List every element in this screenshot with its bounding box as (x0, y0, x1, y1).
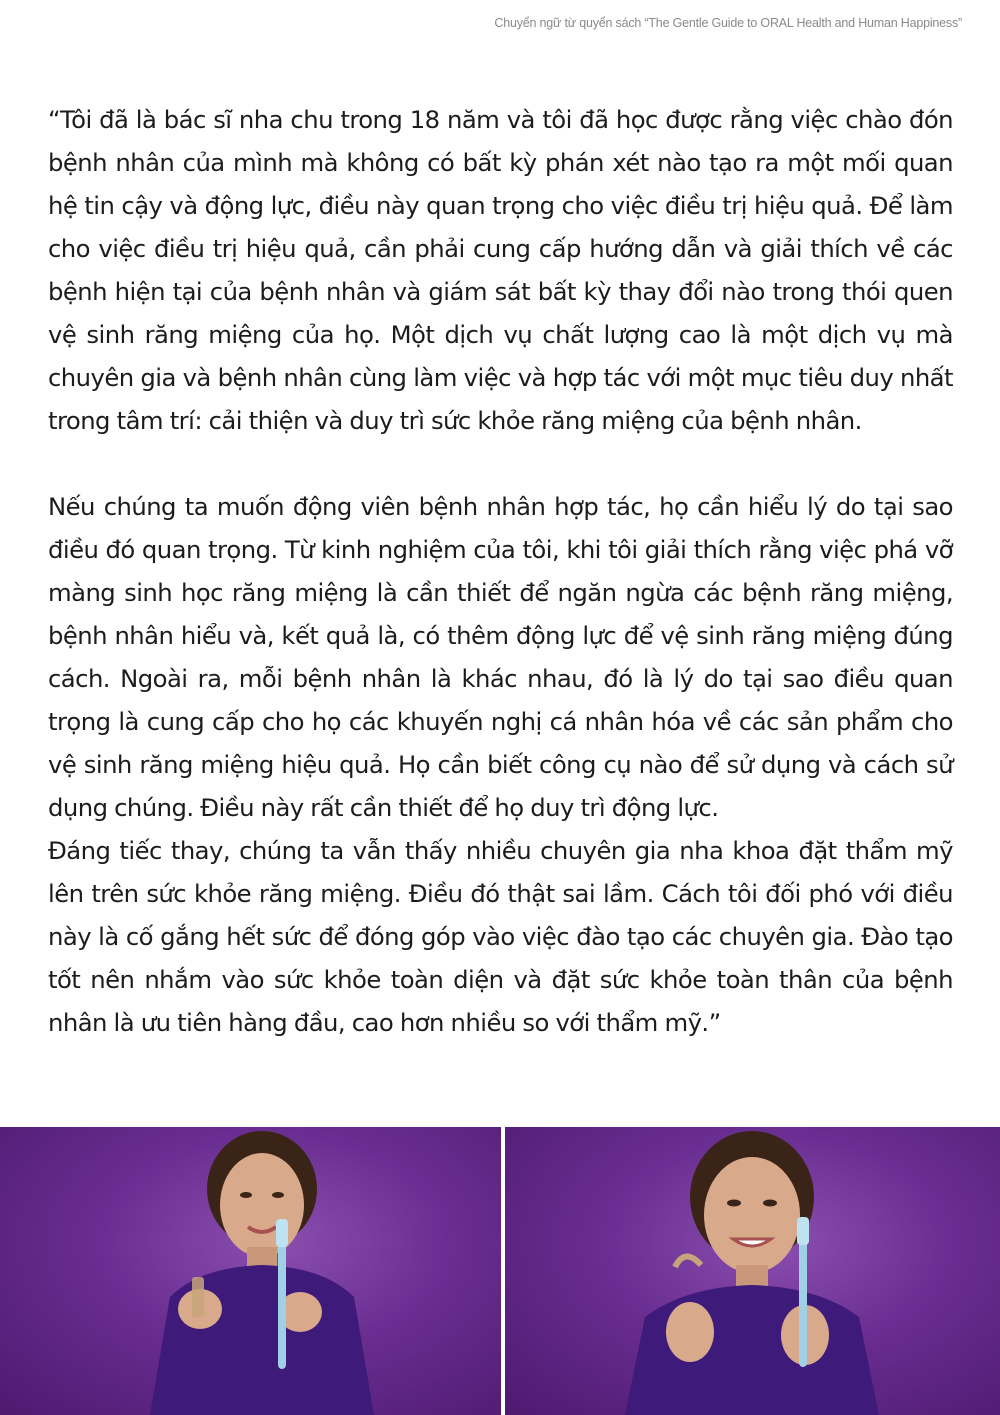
photo-strip (0, 1127, 1000, 1415)
paragraph-3: Đáng tiếc thay, chúng ta vẫn thấy nhiều chuyên gia nha khoa đặt thẩm mỹ lên trên sức khỏe răng miệng. Điều đó thật sai lầm. Cách tôi đối phó với điều này là cố gắng hết sức để đóng góp vào việc đào tạo các chuyên gia. Đào tạo tốt nên nhắm vào sức khỏe toàn diện và đặt sức khỏe toàn thân của bệnh nhân là ưu tiên hàng đầu, cao hơn nhiều so với thẩm mỹ.” (48, 836, 953, 1037)
page-header: Chuyển ngữ từ quyển sách “The Gentle Guide to ORAL Health and Human Happiness” (494, 16, 962, 30)
paragraph-1: “Tôi đã là bác sĩ nha chu trong 18 năm và tôi đã học được rằng việc chào đón bệnh nhân của mình mà không có bất kỳ phán xét nào tạo ra một mối quan hệ tin cậy và động lực, điều này quan trọng cho việc điều trị hiệu quả. Để làm cho việc điều trị hiệu quả, cần phải cung cấp hướng dẫn và giải thích về các bệnh hiện tại của bệnh nhân và giám sát bất kỳ thay đổi nào trong thói quen vệ sinh răng miệng của họ. Một dịch vụ chất lượng cao là một dịch vụ mà chuyên gia và bệnh nhân cùng làm việc và hợp tác với một mục tiêu duy nhất trong tâm trí: cải thiện và duy trì sức khỏe răng miệng của bệnh nhân. (48, 105, 953, 435)
photo-woman-holding-aligner-and-brush (505, 1127, 1000, 1415)
article-body (48, 98, 953, 1044)
photo-woman-holding-brush-and-vial (0, 1127, 501, 1415)
paragraph-2: Nếu chúng ta muốn động viên bệnh nhân hợp tác, họ cần hiểu lý do tại sao điều đó quan trọng. Từ kinh nghiệm của tôi, khi tôi giải thích rằng việc phá vỡ màng sinh học răng miệng là cần thiết để ngăn ngừa các bệnh răng miệng, bệnh nhân hiểu và, kết quả là, có thêm động lực để vệ sinh răng miệng đúng cách. Ngoài ra, mỗi bệnh nhân là khác nhau, đó là lý do tại sao điều quan trọng là cung cấp cho họ các khuyến nghị cá nhân hóa về các sản phẩm cho vệ sinh răng miệng hiệu quả. Họ cần biết công cụ nào để sử dụng và cách sử dụng chúng. Điều này rất cần thiết để họ duy trì động lực. (48, 492, 953, 822)
